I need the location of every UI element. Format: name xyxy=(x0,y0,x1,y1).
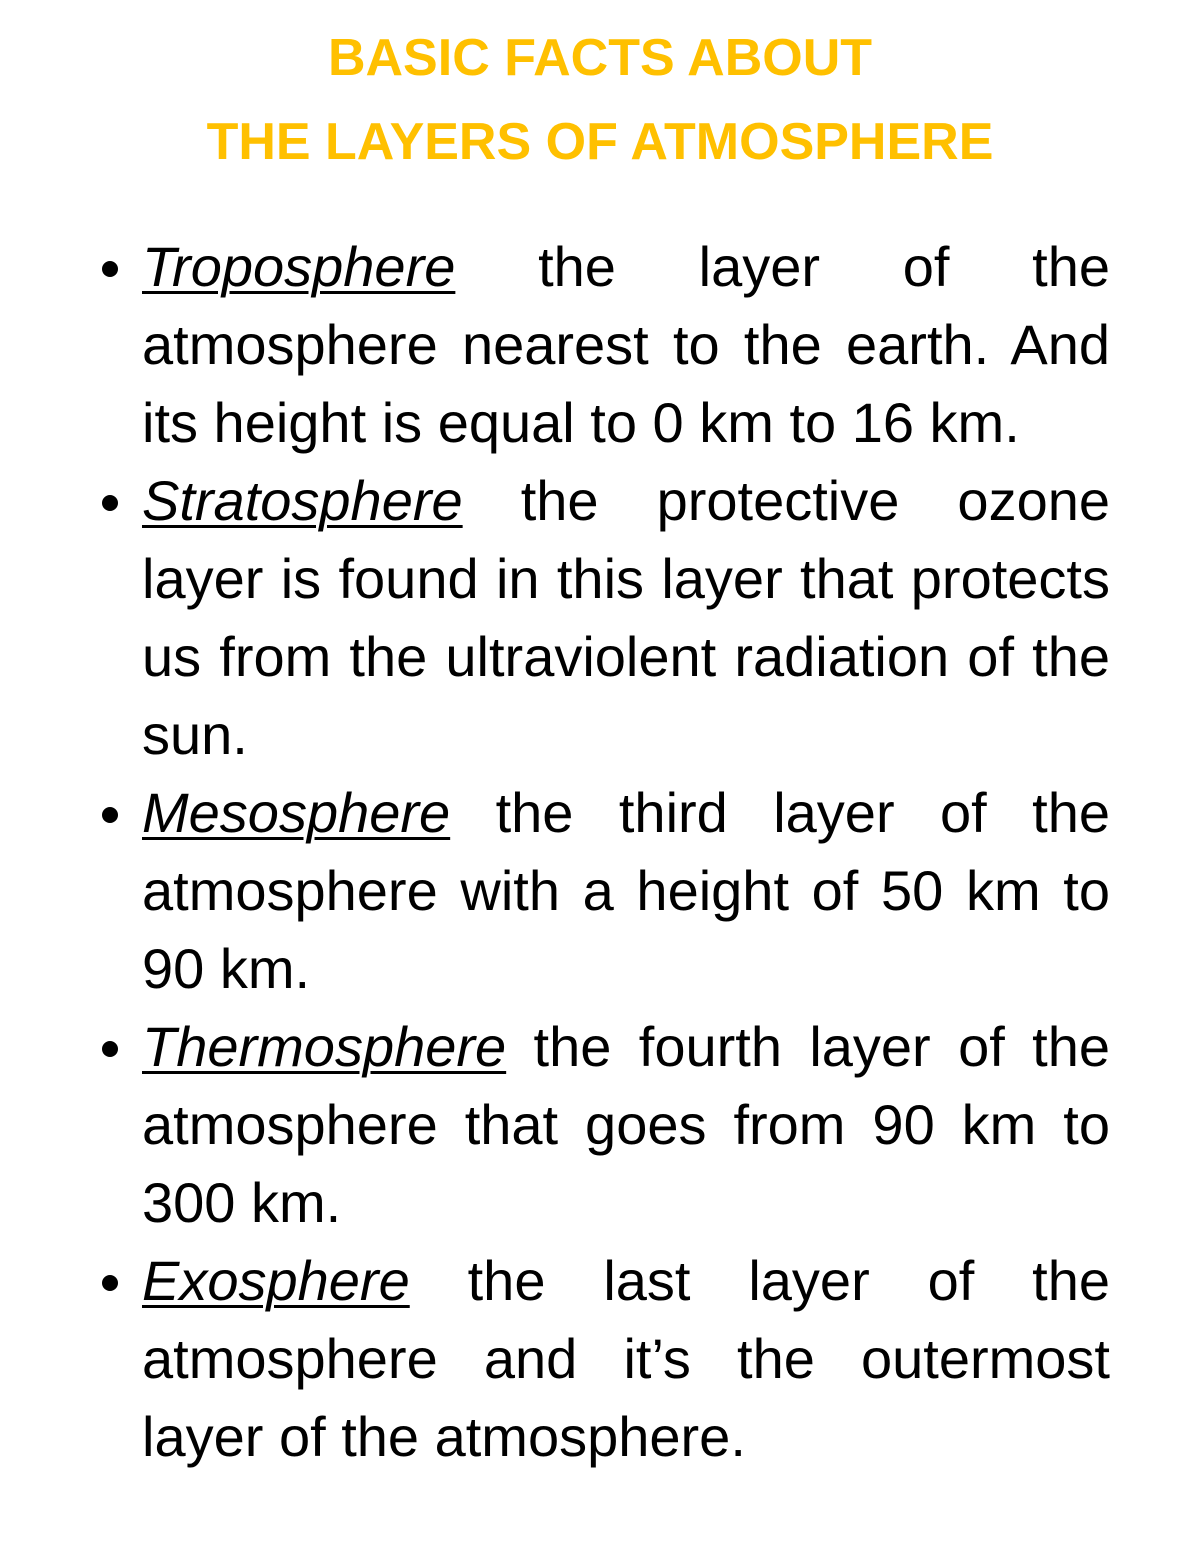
title-line-2: THE LAYERS OF ATMOSPHERE xyxy=(206,113,994,171)
layer-term: Stratosphere xyxy=(142,469,463,532)
layer-description: the layer of the atmosphere nearest to the earth. And its height is equal to 0 km to 16 km. xyxy=(142,235,1110,454)
layer-description: the last layer of the atmosphere and it’s the outermost layer of the atmosphere. xyxy=(142,1249,1111,1468)
layer-term: Thermosphere xyxy=(142,1015,507,1078)
fact-item-stratosphere xyxy=(100,462,1110,774)
layer-term: Exosphere xyxy=(142,1249,410,1312)
bullet-icon xyxy=(102,807,118,823)
layer-term: Troposphere xyxy=(142,235,456,298)
page-title xyxy=(0,16,1200,184)
bullet-icon xyxy=(102,1275,118,1291)
layer-description: the protective ozone layer is found in this layer that protects us from the ultraviolent radiation of the sun. xyxy=(142,469,1111,766)
bullet-icon xyxy=(102,1041,118,1057)
layer-description: the fourth layer of the atmosphere that goes from 90 km to 300 km. xyxy=(142,1015,1110,1234)
title-line-1: BASIC FACTS ABOUT xyxy=(327,29,873,87)
fact-item-mesosphere xyxy=(100,774,1110,1008)
layer-term: Mesosphere xyxy=(142,781,451,844)
fact-item-exosphere xyxy=(100,1242,1110,1476)
bullet-icon xyxy=(102,495,118,511)
atmosphere-layers-list xyxy=(100,228,1110,1476)
fact-item-troposphere xyxy=(100,228,1110,462)
bullet-icon xyxy=(102,261,118,277)
fact-item-thermosphere xyxy=(100,1008,1110,1242)
layer-description: the third layer of the atmosphere with a height of 50 km to 90 km. xyxy=(142,781,1110,1000)
